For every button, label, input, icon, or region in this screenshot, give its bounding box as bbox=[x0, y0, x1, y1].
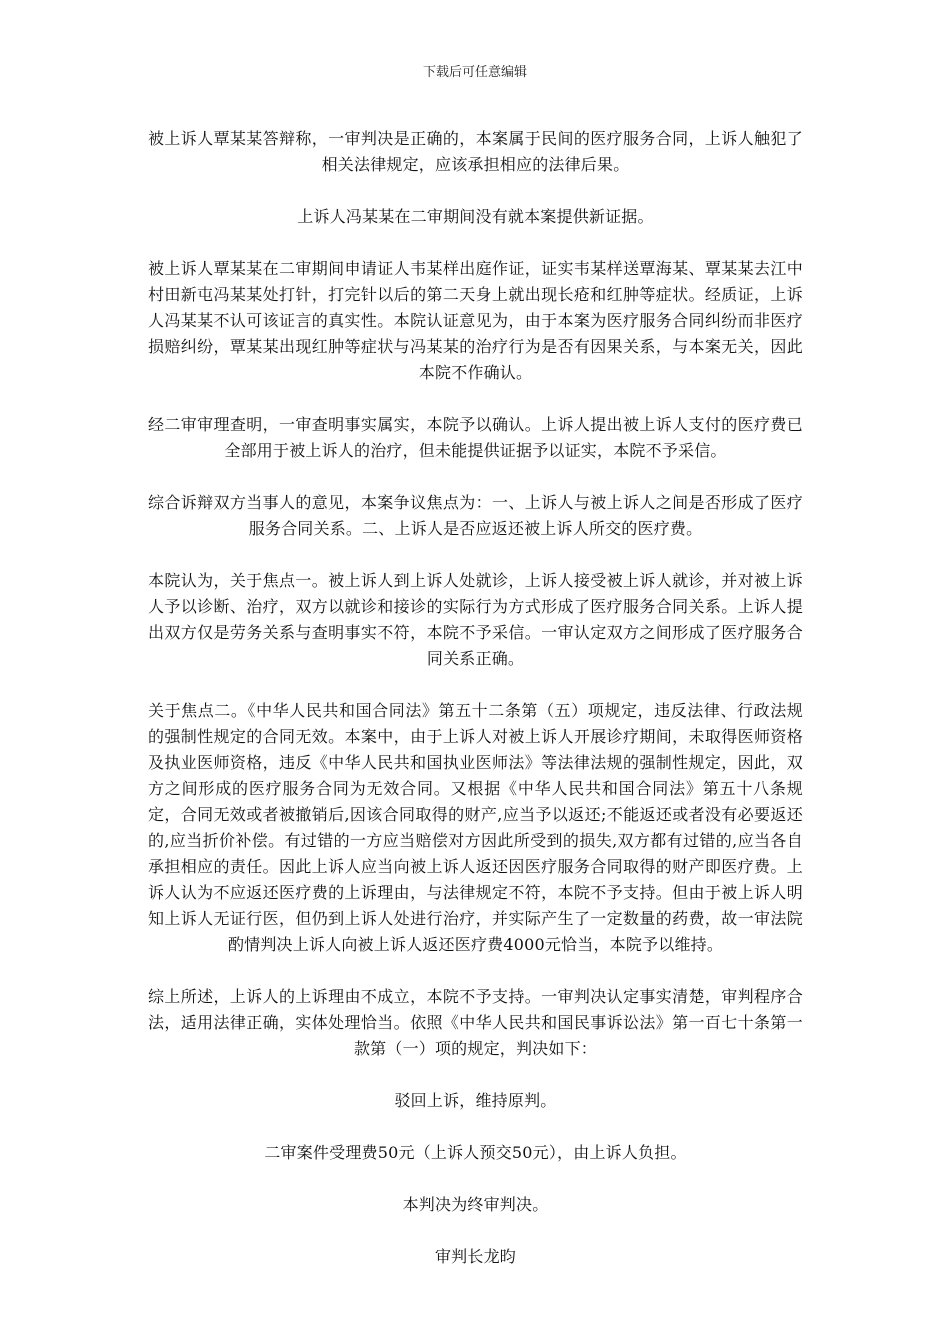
paragraph-conclusion: 综上所述，上诉人的上诉理由不成立，本院不予支持。一审判决认定事实清楚，审判程序合法，适用法律正确，实体处理恰当。依照《中华人民共和国民事诉讼法》第一百七十条第一款第（一）项的规定，判决如下： bbox=[148, 987, 803, 1058]
paragraph-focus-two: 关于焦点二。《中华人民共和国合同法》第五十二条第（五）项规定，违反法律、行政法规的强制性规定的合同无效。本案中，由于上诉人对被上诉人开展诊疗期间，未取得医师资格及执业医师资格，违反《中华人民共和国执业医师法》等法律法规的强制性规定，因此，双方之间形成的医疗服务合同为无效合同。又根据《中华人民共和国合同法》第五十八条规定，合同无效或者被撤销后,因该合同取得的财产,应当予以返还;不能返还或者没有必要返还的,应当折价补偿。有过错的一方应当赔偿对方因此所受到的损失,双方都有过错的,应当各自承担相应的责任。因此上诉人应当向被上诉人返还因医疗服务合同取得的财产即医疗费。上诉人认为不应返还医疗费的上诉理由，与法律规定不符，本院不予支持。但由于被上诉人明知上诉人无证行医，但仍到上诉人处进行治疗，并实际产生了一定数量的药费，故一审法院酌情判决上诉人向被上诉人返还医疗费4000元恰当，本院予以维持。 bbox=[148, 701, 803, 954]
header-note: 下载后可任意编辑 bbox=[422, 65, 527, 80]
paragraph-judgment: 驳回上诉，维持原判。 bbox=[394, 1091, 557, 1110]
paragraph-respondent-reply: 被上诉人覃某某答辩称，一审判决是正确的，本案属于民间的医疗服务合同，上诉人触犯了相关法律规定，应该承担相应的法律后果。 bbox=[148, 129, 803, 174]
paragraph-no-new-evidence: 上诉人冯某某在二审期间没有就本案提供新证据。 bbox=[297, 207, 654, 226]
paragraph-presiding-judge: 审判长龙昀 bbox=[434, 1247, 516, 1266]
paragraph-facts-found: 经二审审理查明，一审查明事实属实，本院予以确认。上诉人提出被上诉人支付的医疗费已全部用于被上诉人的治疗，但未能提供证据予以证实，本院不予采信。 bbox=[148, 415, 803, 460]
paragraph-case-fee: 二审案件受理费50元（上诉人预交50元），由上诉人负担。 bbox=[264, 1143, 687, 1162]
paragraph-focus-one: 本院认为，关于焦点一。被上诉人到上诉人处就诊，上诉人接受被上诉人就诊，并对被上诉人予以诊断、治疗，双方以就诊和接诊的实际行为方式形成了医疗服务合同关系。上诉人提出双方仅是劳务关系与查明事实不符，本院不予采信。一审认定双方之间形成了医疗服务合同关系正确。 bbox=[148, 571, 803, 668]
paragraph-final-judgment: 本判决为终审判决。 bbox=[402, 1195, 549, 1214]
document-body bbox=[148, 126, 803, 1296]
paragraph-witness-testimony: 被上诉人覃某某在二审期间申请证人韦某样出庭作证，证实韦某样送覃海某、覃某某去江中村田新屯冯某某处打针，打完针以后的第二天身上就出现长疮和红肿等症状。经质证，上诉人冯某某不认可该证言的真实性。本院认证意见为，由于本案为医疗服务合同纠纷而非医疗损赔纠纷，覃某某出现红肿等症状与冯某某的治疗行为是否有因果关系，与本案无关，因此本院不作确认。 bbox=[148, 259, 803, 382]
paragraph-dispute-focus: 综合诉辩双方当事人的意见，本案争议焦点为：一、上诉人与被上诉人之间是否形成了医疗服务合同关系。二、上诉人是否应返还被上诉人所交的医疗费。 bbox=[148, 493, 803, 538]
